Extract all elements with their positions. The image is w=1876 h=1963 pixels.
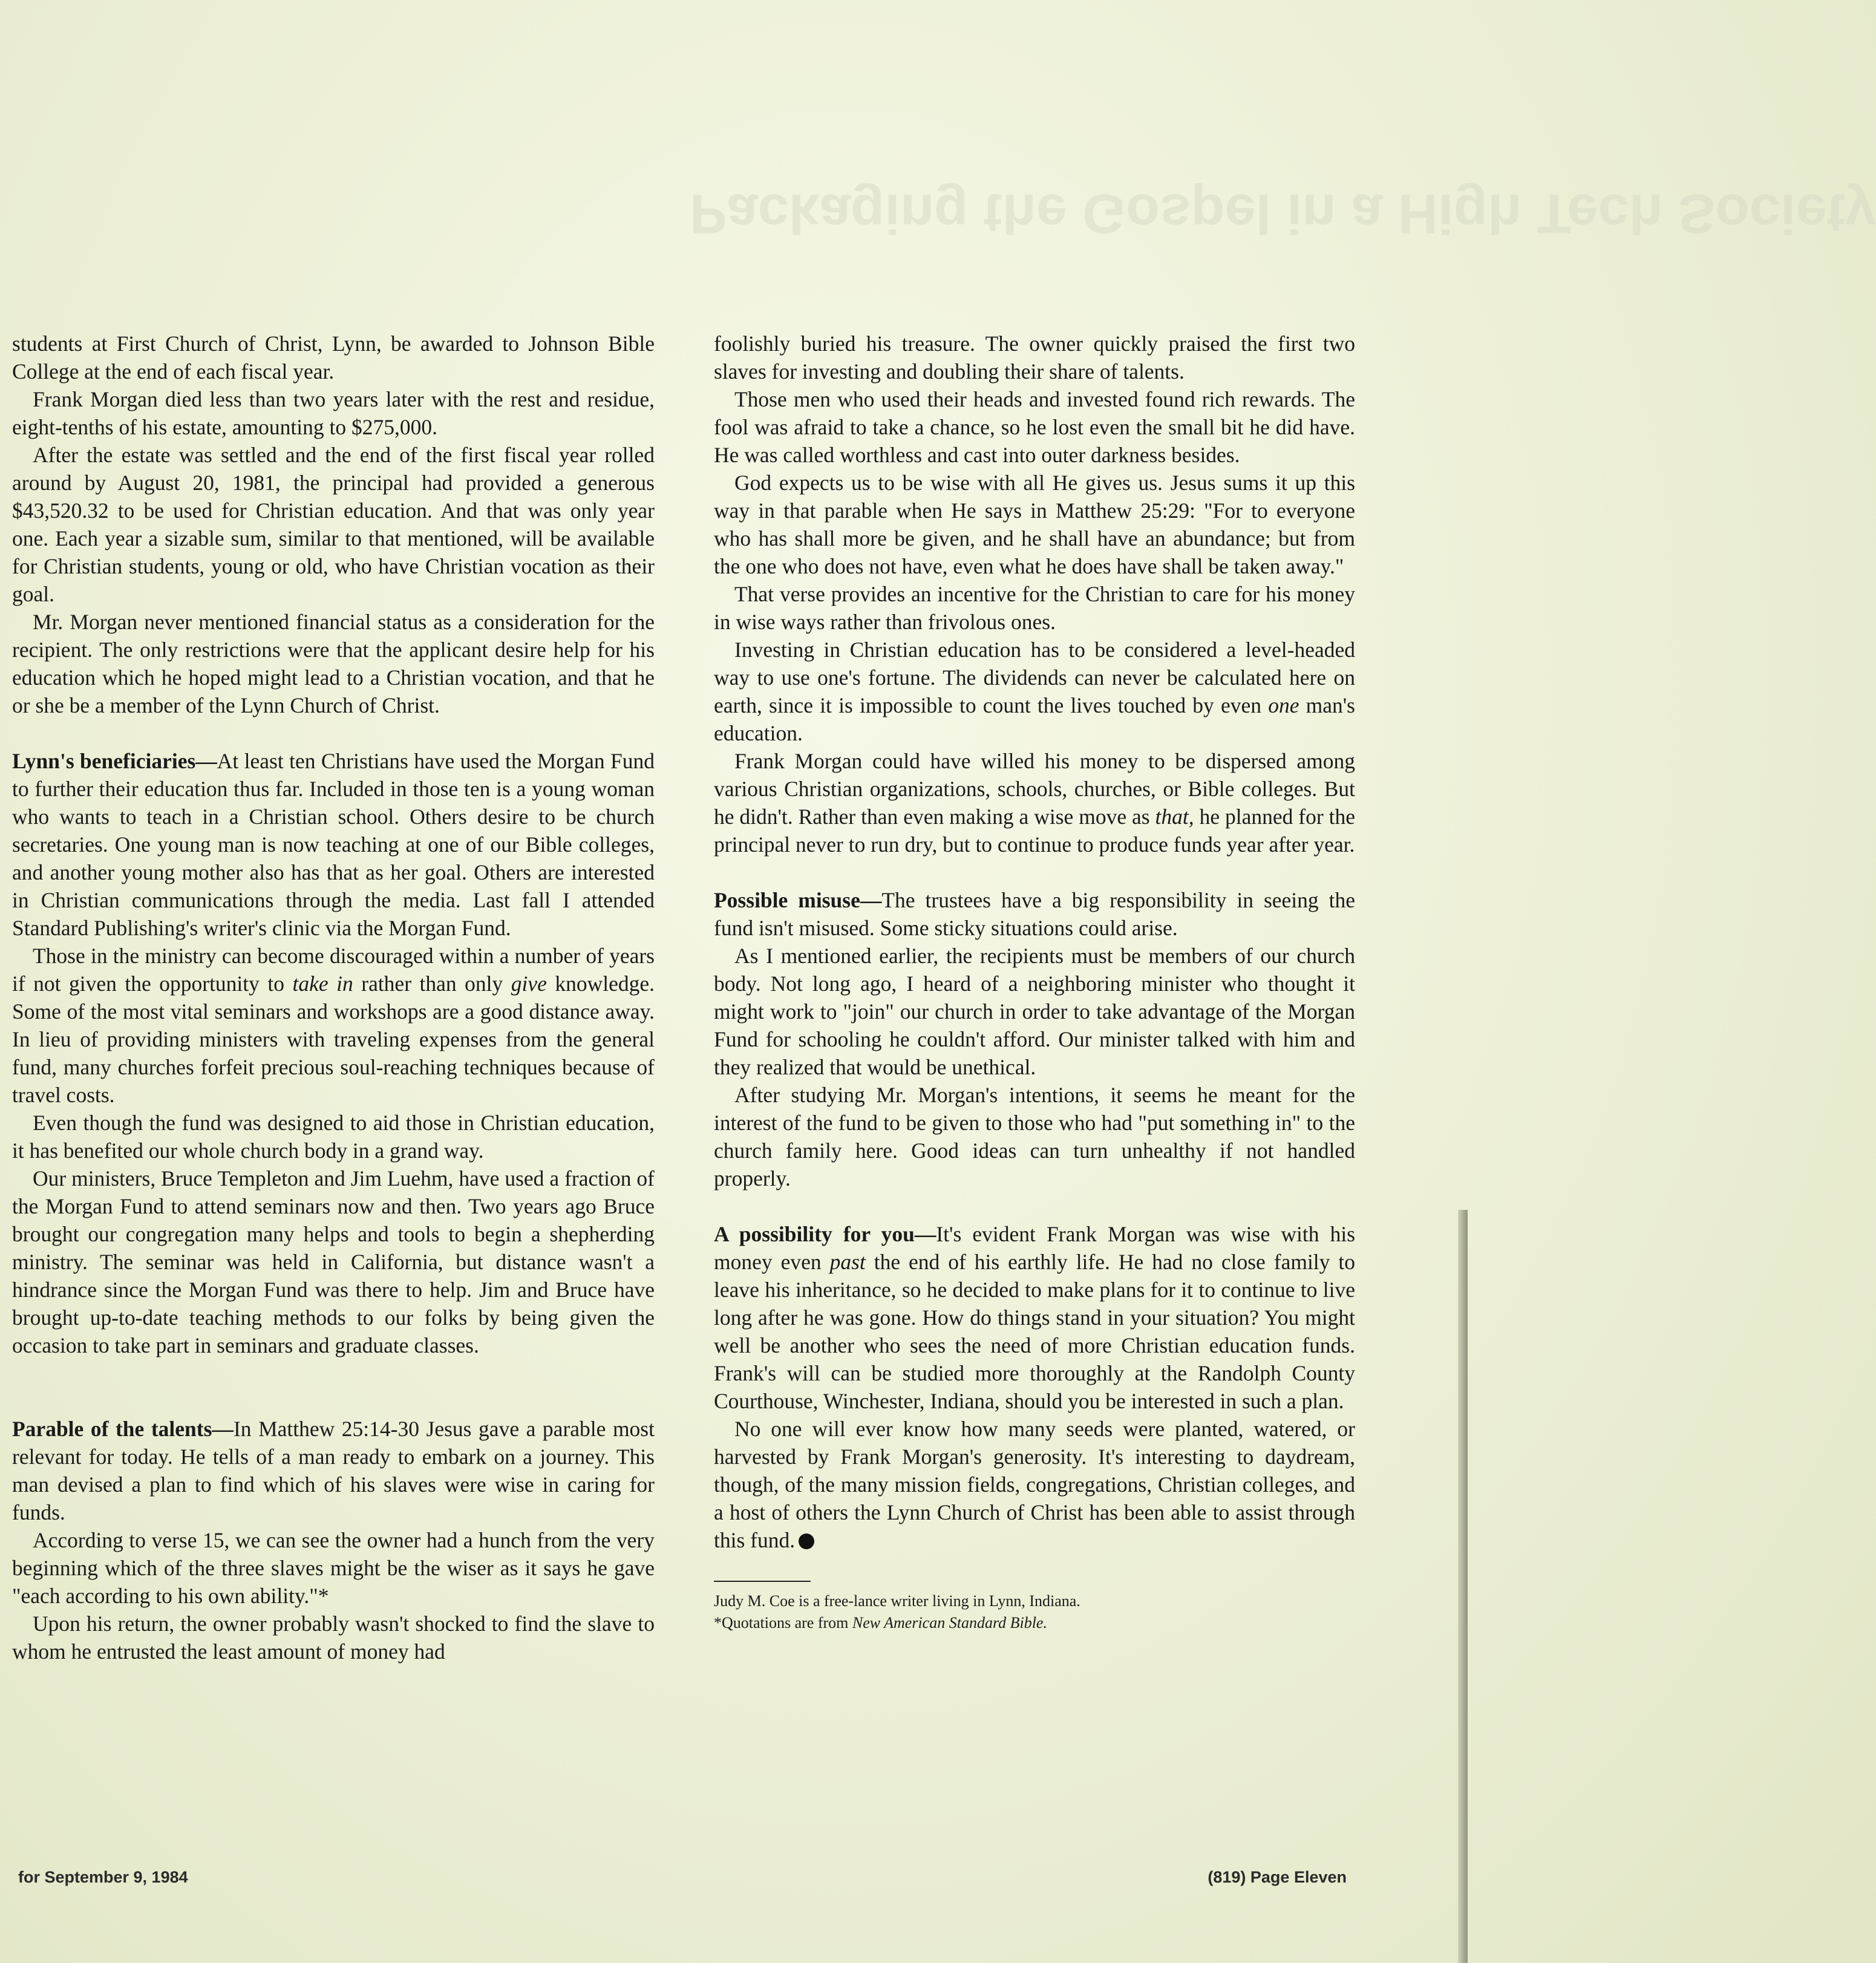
section-paragraph [12, 747, 655, 942]
paragraph [12, 942, 655, 1109]
paragraph: As I mentioned earlier, the recipients must be members of our church body. Not long ago, I heard of a neighboring minister who thought it might work to "join" our church in order to take advantage of the Morgan Fund for schooling he couldn't afford. Our minister talked with him and they realized that would be unethical. [714, 944, 1355, 1079]
italic-run: give [511, 972, 547, 996]
paragraph [714, 636, 1355, 747]
italic-run: one [1268, 693, 1299, 717]
text-run: Frank Morgan could have willed his money to be dispersed among various Christian organizations, schools, churches, or Bible colleges. But he didn't. Rather than even making a wise move as [714, 749, 1355, 829]
quotation-note [714, 1612, 1355, 1634]
paragraph: After studying Mr. Morgan's intentions, it seems he meant for the interest of the fund to be given to those who had "put something in" to the church family here. Good ideas can turn unhealthy if not handled properly. [714, 1083, 1355, 1191]
paragraph: Even though the fund was designed to aid those in Christian education, it has benefited our whole church body in a grand way. [12, 1111, 655, 1163]
section-text: In Matthew 25:14-30 Jesus gave a parable most relevant for today. He tells of a man ready to embark on a journey. This man devised a plan to find which of his slaves were wise in caring for funds. [12, 1417, 655, 1524]
text-run: knowledge. Some of the most vital seminars and workshops are a good distance away. In lieu of providing ministers with traveling expenses from the general fund, many churches forfeit precious soul-reaching techniques because of travel costs. [12, 972, 655, 1107]
bleed-through-title: Packaging the Gospel in a High Tech Society [690, 183, 1876, 244]
italic-run: take in [292, 972, 353, 996]
text-run: It's evident Frank Morgan was wise with his money even [714, 1222, 1356, 1274]
paragraph: Our ministers, Bruce Templeton and Jim Luehm, have used a fraction of the Morgan Fund to attend seminars now and then. Two years ago Bruce brought our congregation many helps and tools to begin a shepherding ministry. The seminar was held in California, but distance wasn't a hindrance since the Morgan Fund was there to help. Jim and Bruce have brought up-to-date teaching methods to our folks by being given the occasion to take part in seminars and graduate classes. [12, 1166, 655, 1357]
paragraph: Upon his return, the owner probably wasn't shocked to find the slave to whom he entrusted the least amount of money had [12, 1612, 655, 1664]
right-column [714, 330, 1355, 1634]
author-note: Judy M. Coe is a free-lance writer living in Lynn, Indiana. [714, 1592, 1080, 1610]
paragraph: God expects us to be wise with all He gives us. Jesus sums it up this way in that parable when He says in Matthew 25:29: "For to everyone who has shall more be given, and he shall have an abundance; but from the one who does not have, even what he does have shall be taken away." [714, 471, 1355, 578]
paragraph: That verse provides an incentive for the Christian to care for his money in wise ways rather than frivolous ones. [714, 582, 1355, 634]
text-run: Investing in Christian education has to be considered a level-headed way to use one's fortune. The dividends can never be calculated here on earth, since it is impossible to count the lives touched by even [714, 638, 1355, 717]
section-text: The trustees have a big responsibility in seeing the fund isn't misused. Some sticky situations could arise. [714, 888, 1356, 940]
italic-run: New American Standard Bible. [852, 1614, 1047, 1631]
italic-run: past [829, 1250, 866, 1274]
paragraph [714, 1415, 1355, 1554]
paragraph: foolishly buried his treasure. The owner quickly praised the first two slaves for investing and doubling their share of talents. [714, 332, 1355, 384]
footnote-rule [714, 1581, 811, 1582]
paragraph: Mr. Morgan never mentioned financial status as a consideration for the recipient. The only restrictions were that the applicant desire help for his education which he hoped might lead to a Christian vocation, and that he or she be a member of the Lynn Church of Christ. [12, 610, 655, 717]
text-run: the end of his earthly life. He had no close family to leave his inheritance, so he decided to make plans for it to continue to live long after he was gone. How do things stand in your situation? You might well be another who sees the need of more Christian education funds. Frank's will can be studied more thoroughly at the Randolph County Courthouse, Winchester, Indiana, should you be interested in such a plan. [714, 1250, 1355, 1413]
text-run: man's education. [714, 693, 1355, 745]
footer-date: for September 9, 1984 [18, 1868, 188, 1886]
text-run: *Quotations are from [714, 1614, 852, 1631]
paragraph: After the estate was settled and the end of the first fiscal year rolled around by August 20, 1981, the principal had provided a generous $43,520.32 to be used for Christian education. And that was only year one. Each year a sizable sum, similar to that mentioned, will be available for Christian students, young or old, who have Christian vocation as their goal. [12, 443, 655, 606]
end-mark-icon [799, 1533, 814, 1549]
text-run: No one will ever know how many seeds were planted, watered, or harvested by Frank Morgan's generosity. It's interesting to daydream, though, of the many mission fields, congregations, Christian colleges, and a host of others the Lynn Church of Christ has been able to assist through this fund. [714, 1417, 1355, 1552]
section-paragraph [714, 1220, 1355, 1415]
section-paragraph [12, 1415, 655, 1526]
paragraph: students at First Church of Christ, Lynn, be awarded to Johnson Bible College at the end of each fiscal year. [12, 332, 655, 384]
paragraph: Frank Morgan died less than two years later with the rest and residue, eight-tenths of his estate, amounting to $275,000. [12, 387, 655, 439]
paragraph [714, 747, 1355, 858]
italic-run: that, [1155, 805, 1194, 829]
section-paragraph [714, 886, 1355, 942]
section-heading: A possibility for you— [714, 1222, 936, 1246]
paragraph: Those men who used their heads and invested found rich rewards. The fool was afraid to take a chance, so he lost even the small bit he did have. He was called worthless and cast into outer darkness besides. [714, 387, 1355, 467]
section-heading: Lynn's beneficiaries— [12, 749, 217, 773]
section-heading: Possible misuse— [714, 888, 882, 912]
section-heading: Parable of the talents— [12, 1417, 234, 1441]
text-run: he planned for the principal never to run dry, but to continue to produce funds year after year. [714, 805, 1355, 857]
page-edge [1458, 1210, 1468, 1963]
text-run: rather than only [353, 972, 511, 996]
section-text: At least ten Christians have used the Morgan Fund to further their education thus far. Included in those ten is a young woman who wants to teach in a Christian school. Others desire to be church secretaries. One young man is now teaching at one of our Bible colleges, and another young mother also has that as her goal. Others are interested in Christian communications through the media. Last fall I attended Standard Publishing's writer's clinic via the Morgan Fund. [12, 749, 655, 940]
footer-page-number: (819) Page Eleven [1208, 1868, 1347, 1886]
left-column [12, 330, 655, 1665]
text-run: Those in the ministry can become discouraged within a number of years if not given the opportunity to [12, 944, 655, 996]
paragraph: According to verse 15, we can see the owner had a hunch from the very beginning which of the three slaves might be the wiser as it says he gave "each according to his own ability."* [12, 1528, 655, 1608]
